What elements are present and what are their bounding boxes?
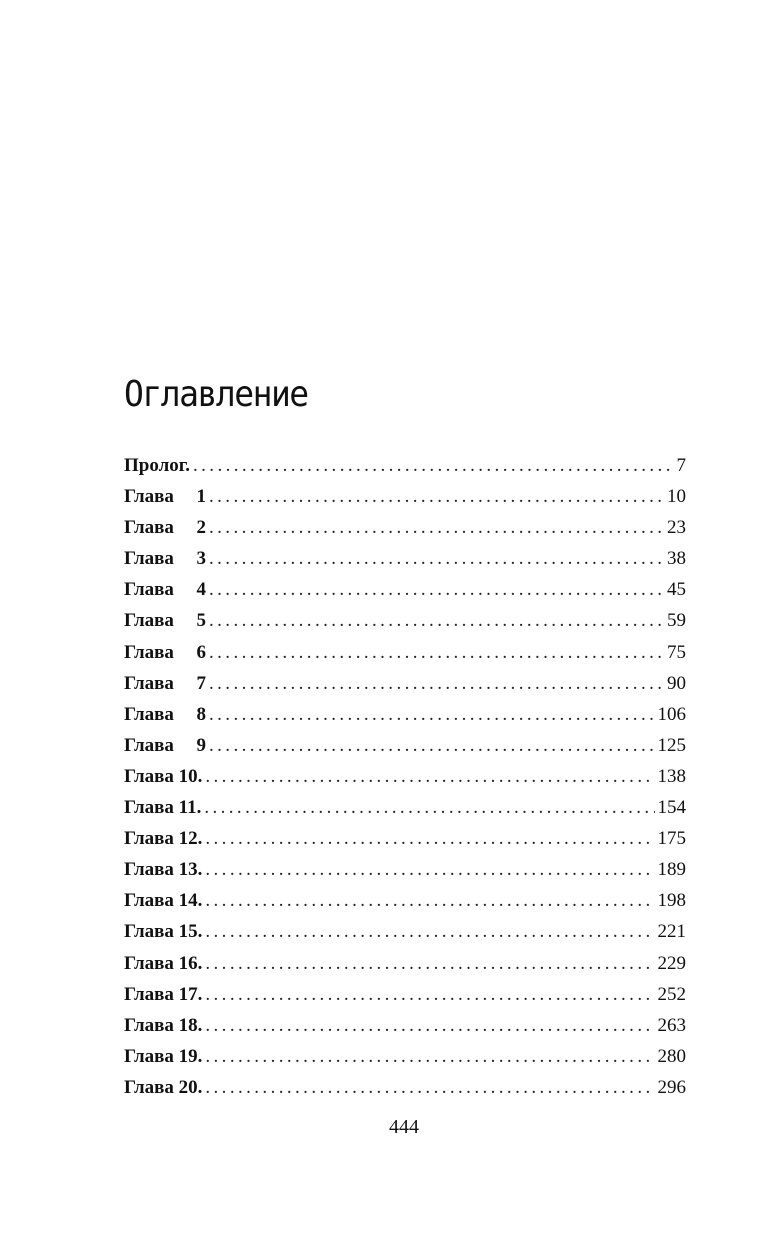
toc-entry-page: 252 [657, 983, 686, 1005]
toc-entry-chapter-2[interactable] [124, 512, 686, 543]
toc-entry-label [124, 543, 206, 574]
toc-entry-page: 189 [657, 859, 686, 881]
toc-entry-label [124, 979, 202, 1010]
toc-dot-leader [209, 699, 655, 730]
toc-dot-leader [209, 543, 664, 574]
toc-entry-number: 2 [196, 517, 206, 539]
toc-entry-page: 7 [676, 455, 686, 476]
toc-entry-word: Глава [124, 517, 174, 539]
toc-entry-label [124, 481, 206, 512]
toc-dot-leader [205, 979, 654, 1010]
toc-entry-word: Глава 20. [124, 1076, 203, 1098]
toc-entry-page: 154 [657, 797, 686, 819]
page-number: 444 [389, 1116, 419, 1138]
toc-entry-chapter-9[interactable] [124, 730, 686, 761]
toc-entry-prologue[interactable] [124, 450, 686, 481]
toc-entry-label [124, 450, 190, 481]
toc-entry-chapter-3[interactable] [124, 543, 686, 574]
toc-entry-label [124, 512, 206, 543]
toc-entry-number: 8 [196, 703, 206, 725]
toc-entry-number: 3 [196, 548, 206, 570]
toc-entry-page: 138 [657, 765, 686, 787]
toc-entry-chapter-12[interactable] [124, 823, 686, 854]
toc-entry-number: 7 [196, 672, 206, 694]
toc-entry-label [124, 761, 202, 792]
toc-entry-chapter-7[interactable] [124, 668, 686, 699]
toc-entry-page: 90 [667, 672, 686, 694]
toc-dot-leader [209, 730, 655, 761]
toc-dot-leader [205, 1072, 654, 1103]
toc-entry-chapter-11[interactable] [124, 792, 686, 823]
toc-entry-label [124, 916, 202, 947]
toc-dot-leader [193, 450, 674, 481]
toc-dot-leader [205, 916, 654, 947]
toc-entry-chapter-19[interactable] [124, 1041, 686, 1072]
toc-entry-chapter-1[interactable] [124, 481, 686, 512]
toc-entry-word: Глава [124, 672, 174, 694]
toc-entry-word: Глава [124, 548, 174, 570]
toc-dot-leader [209, 481, 664, 512]
toc-entry-page: 38 [667, 548, 686, 570]
toc-entry-word: Глава [124, 734, 174, 756]
toc-entry-word: Глава 11. [124, 797, 202, 819]
toc-entry-page: 296 [657, 1076, 686, 1098]
toc-entry-page: 263 [657, 1014, 686, 1036]
toc-entry-word: Глава [124, 486, 174, 508]
toc-entry-chapter-20[interactable] [124, 1072, 686, 1103]
toc-entry-word: Пролог. [124, 455, 190, 476]
toc-entry-page: 106 [657, 703, 686, 725]
toc-entry-label [124, 574, 206, 605]
toc-entry-word: Глава 13. [124, 859, 203, 881]
toc-entry-chapter-14[interactable] [124, 885, 686, 916]
toc-entry-word: Глава 19. [124, 1045, 203, 1067]
toc-entry-number: 4 [196, 579, 206, 601]
toc-entry-word: Глава [124, 641, 174, 663]
toc-entry-chapter-5[interactable] [124, 605, 686, 636]
toc-entry-word: Глава 15. [124, 921, 203, 943]
toc-entry-label [124, 823, 202, 854]
toc-entry-label [124, 885, 202, 916]
toc-entry-page: 175 [657, 828, 686, 850]
toc-entry-chapter-16[interactable] [124, 948, 686, 979]
toc-entry-word: Глава 16. [124, 952, 203, 974]
toc-dot-leader [205, 1010, 654, 1041]
toc-entry-label [124, 1072, 202, 1103]
toc-entry-number: 9 [196, 734, 206, 756]
toc-entry-chapter-17[interactable] [124, 979, 686, 1010]
toc-entry-label [124, 854, 202, 885]
toc-entry-chapter-15[interactable] [124, 916, 686, 947]
toc-entry-chapter-4[interactable] [124, 574, 686, 605]
toc-entry-label [124, 948, 202, 979]
toc-entry-chapter-8[interactable] [124, 699, 686, 730]
toc-entry-number: 1 [196, 486, 206, 508]
toc-entry-page: 10 [667, 486, 686, 508]
toc-entry-label [124, 1010, 202, 1041]
toc-entry-page: 75 [667, 641, 686, 663]
toc-entry-label [124, 792, 201, 823]
toc-entry-chapter-18[interactable] [124, 1010, 686, 1041]
toc-entry-page: 198 [657, 890, 686, 912]
toc-dot-leader [205, 885, 654, 916]
toc-entry-page: 23 [667, 517, 686, 539]
toc-dot-leader [209, 512, 664, 543]
toc-entry-label [124, 605, 206, 636]
toc-entry-chapter-6[interactable] [124, 637, 686, 668]
toc-dot-leader [205, 854, 654, 885]
toc-dot-leader [205, 823, 654, 854]
toc-entry-label [124, 637, 206, 668]
toc-entry-label [124, 730, 206, 761]
toc-entry-label [124, 699, 206, 730]
toc-dot-leader [209, 574, 664, 605]
toc-entry-page: 229 [657, 952, 686, 974]
toc-dot-leader [204, 792, 654, 823]
toc-entry-word: Глава [124, 703, 174, 725]
toc-entry-chapter-10[interactable] [124, 761, 686, 792]
table-of-contents [124, 450, 686, 1103]
toc-entry-page: 125 [657, 734, 686, 756]
toc-dot-leader [205, 1041, 654, 1072]
toc-entry-number: 6 [196, 641, 206, 663]
toc-dot-leader [209, 605, 664, 636]
toc-entry-word: Глава [124, 610, 174, 632]
toc-entry-page: 45 [667, 579, 686, 601]
toc-dot-leader [209, 637, 664, 668]
toc-entry-chapter-13[interactable] [124, 854, 686, 885]
toc-entry-label [124, 668, 206, 699]
toc-entry-number: 5 [196, 610, 206, 632]
toc-entry-word: Глава 18. [124, 1014, 203, 1036]
toc-entry-page: 221 [657, 921, 686, 943]
toc-dot-leader [205, 761, 654, 792]
page-title: Оглавление [124, 372, 308, 415]
toc-entry-word: Глава 14. [124, 890, 203, 912]
toc-entry-word: Глава 17. [124, 983, 203, 1005]
toc-entry-word: Глава 12. [124, 828, 203, 850]
toc-entry-page: 59 [667, 610, 686, 632]
toc-entry-word: Глава [124, 579, 174, 601]
toc-dot-leader [205, 948, 654, 979]
toc-dot-leader [209, 668, 664, 699]
toc-entry-page: 280 [657, 1045, 686, 1067]
toc-entry-label [124, 1041, 202, 1072]
toc-entry-word: Глава 10. [124, 765, 203, 787]
